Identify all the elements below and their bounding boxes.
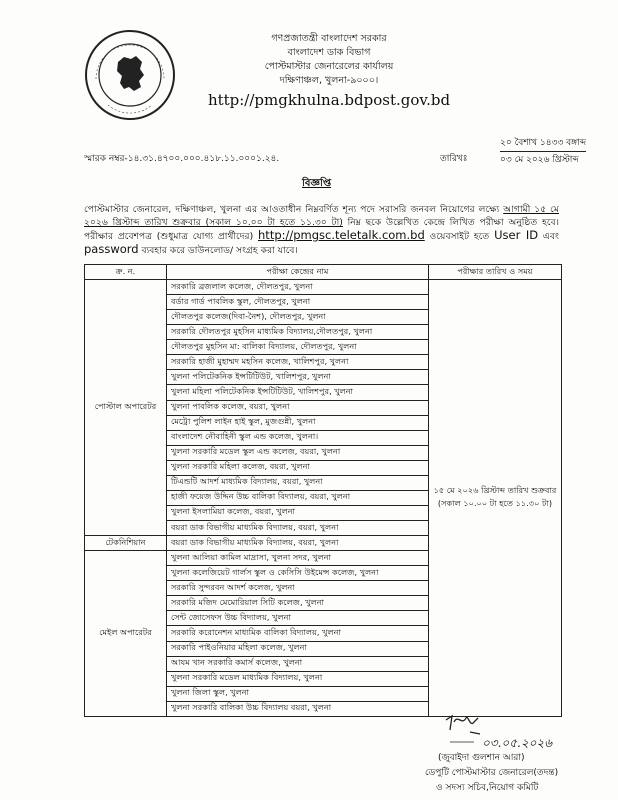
exam-center-name: দৌলতপুর কলেজ(দিবা-নৈশ), দৌলতপুর, খুলনা [167, 310, 429, 325]
exam-center-name: সরকারি সুন্দরবন আদর্শ কলেজ, খুলনা [167, 581, 429, 596]
header-center: পরীক্ষা কেন্দ্রের নাম [167, 265, 429, 280]
exam-center-name: খুলনা সরকারি মডেল স্কুল এন্ড কলেজ, বয়রা, খুলনা [167, 445, 429, 460]
exam-center-name: সরকারি পাইওনিয়ার মহিলা কলেজ, খুলনা [167, 641, 429, 656]
exam-center-name: খুলনা ইসলামিয়া কলেজ, বয়রা, খুলনা [167, 505, 429, 520]
exam-center-name: বর্ডার গার্ড পাবলিক স্কুল, দৌলতপুর, খুলনা [167, 295, 429, 310]
password-text: password [84, 242, 139, 256]
exam-center-name: খুলনা কলেজিয়েট গার্লস স্কুল ও কেসিসি উইমেন্স কলেজ, খুলনা [167, 566, 429, 581]
table-header-row [85, 265, 562, 280]
date-label: তারিখঃ [440, 154, 468, 164]
body-text-2: নিম্ন ছকে উল্লেখিত কেন্দ্রে লিখিত পরীক্ষা অনুষ্ঠিত হবে। পরীক্ষার প্রবেশপত্র (শুধুমাত্র যোগ্য প্রার্থীদের) [84, 217, 559, 242]
exam-time: (সকাল ১০.০০ টা হতে ১১.৩০ টা) [437, 498, 553, 508]
exam-center-name: বয়রা ডাক বিভাগীয় মাধ্যমিক বিদ্যালয়, বয়রা, খুলনা [167, 536, 429, 551]
govt-name: গণপ্রজাতন্ত্রী বাংলাদেশ সরকার [271, 33, 387, 44]
exam-center-name: আযম খান সরকারি কমার্স কলেজ, খুলনা [167, 656, 429, 671]
signatory-role-2: ও সদস্য সচিব,নিয়োগ কমিটি [436, 783, 539, 793]
admit-card-link[interactable]: http://pmgsc.teletalk.com.bd [258, 228, 425, 242]
signature-date: ০৩.০৫.২০২৬ [482, 736, 553, 750]
notice-body [84, 203, 559, 257]
memo-label: স্মারক নম্বর- [84, 154, 128, 164]
exam-center-name: দৌলতপুর মুহসিন মা: বালিকা বিদ্যালয়, দৌলতপুর, খুলনা [167, 340, 429, 355]
exam-center-name: খুলনা সরকারি মডেল মাধ্যমিক বিদ্যালয়, খুলনা [167, 671, 429, 686]
memo-number [84, 151, 279, 166]
signatory-role: ডেপুটি পোস্টমাস্টার জেনারেল(তদন্ত) [425, 768, 559, 778]
exam-center-name: সেন্ট জোসেফস উচ্চ বিদ্যালয়, খুলনা [167, 611, 429, 626]
date-block [500, 137, 586, 166]
exam-center-name: বাংলাদেশ নৌবাহিনী স্কুল এন্ড কলেজ, খুলনা। [167, 430, 429, 445]
memo-value: ১৪.৩১.৪৭০০.০০০.৪১৮.১১.০০০১.২৪. [127, 154, 280, 164]
body-text-5: ব্যবহার করে ডাউনলোড/ সংগ্রহ করা যাবে। [138, 245, 298, 256]
exam-center-name: খুলনা মহিলা পলিটেকনিক ইন্সটিটিউট, খালিশপুর, খুলনা [167, 385, 429, 400]
exam-center-name: সরকারি মজিদ মেমোরিয়াল সিটি কলেজ, খুলনা [167, 596, 429, 611]
exam-center-name: খুলনা পাবলিক কলেজ, বয়রা, খুলনা [167, 400, 429, 415]
exam-center-name: হাজী ফয়েজ উদ্দিন উচ্চ বালিকা বিদ্যালয়, বয়রা, খুলনা [167, 490, 429, 505]
notice-title: বিজ্ঞপ্তি [302, 178, 332, 189]
header-serial: ক্র. ন. [85, 265, 167, 280]
post-name: মেইল অপারেটর [85, 551, 167, 717]
post-name: পোস্টাল অপারেটর [85, 280, 167, 536]
table-row [85, 280, 562, 295]
exam-center-name: সরকারি ব্রজলাল কলেজ, দৌলতপুর, খুলনা [167, 280, 429, 295]
exam-center-name: টিএন্ডটি আদর্শ মাধ্যমিক বিদ্যালয়, বয়রা, খুলনা [167, 475, 429, 490]
body-text-3: ওয়েবসাইট হতে [424, 231, 495, 242]
header-datetime: পরীক্ষার তারিখ ও সময় [429, 265, 562, 280]
user-id-text: User ID [494, 228, 539, 242]
office-address: দক্ষিণাঞ্চল, খুলনা-৯০০০। [279, 75, 379, 86]
exam-datetime-cell [429, 280, 562, 717]
signatory-name: (জুবাইদা গুলশান আরা) [438, 753, 525, 763]
exam-center-name: খুলনা আলিয়া কামিল মাদ্রাসা, খুলনা সদর, খুলনা [167, 551, 429, 566]
date-christian: ০৩ মে ২০২৬ খ্রিস্টাব্দ [500, 151, 586, 166]
office-url: http://pmgkhulna.bdpost.gov.bd [207, 91, 451, 109]
date-bangla: ২০ বৈশাখ ১৪৩৩ বঙ্গাব্দ [500, 138, 587, 148]
exam-date: ১৫ মে ২০২৬ খ্রিস্টাব্দ তারিখ শুক্রবার [433, 485, 557, 495]
exam-center-name: খুলনা সরকারি মহিলা কলেজ, বয়রা, খুলনা [167, 460, 429, 475]
exam-center-name: বয়রা ডাক বিভাগীয় মাধ্যমিক বিদ্যালয়, বয়রা, খুলনা [167, 521, 429, 536]
office-name: পোস্টমাস্টার জেনারেলের কার্যালয় [264, 61, 394, 72]
body-text-1: পোস্টমাস্টার জেনারেল, দক্ষিণাঞ্চল, খুলনা এর আওতাধীন নিম্নবর্ণিত শূন্য পদে সরাসরি জনবল নিয়োগের লক্ষ্যে [84, 204, 504, 215]
exam-date-highlight: আগামী ১৫ মে ২০২৬ খ্রিস্টাব্দ তারিখ শুক্রবার (সকাল ১০.০০ টা হতে ১১.৩০ টা) [84, 204, 559, 228]
exam-center-name: সরকারি করোনেশন মাধ্যমিক বালিকা বিদ্যালয়, খুলনা [167, 626, 429, 641]
exam-center-name: মেট্রো পুলিশ লাইন হাই স্কুল, মুজগুন্নী, খুলনা [167, 415, 429, 430]
exam-center-name: খুলনা জিলা স্কুল, খুলনা [167, 686, 429, 701]
body-text-4: এবং [538, 231, 559, 242]
exam-center-name: খুলনা সরকারি বালিকা উচ্চ বিদ্যালয় বয়রা, খুলনা [167, 701, 429, 716]
exam-center-table [84, 264, 562, 717]
department-name: বাংলাদেশ ডাক বিভাগ [287, 47, 371, 58]
exam-center-name: সরকারি দৌলতপুর মুহসিন মাধ্যমিক বিদ্যালয়,দৌলতপুর, খুলনা [167, 325, 429, 340]
post-name: টেকনিশিয়ান [85, 536, 167, 551]
exam-center-name: খুলনা পলিটেকনিক ইন্সটিটিউট, খালিশপুর, খুলনা [167, 370, 429, 385]
exam-center-name: সরকারি হাজী মুহাম্মদ মহসিন কলেজ, খালিশপুর, খুলনা [167, 355, 429, 370]
